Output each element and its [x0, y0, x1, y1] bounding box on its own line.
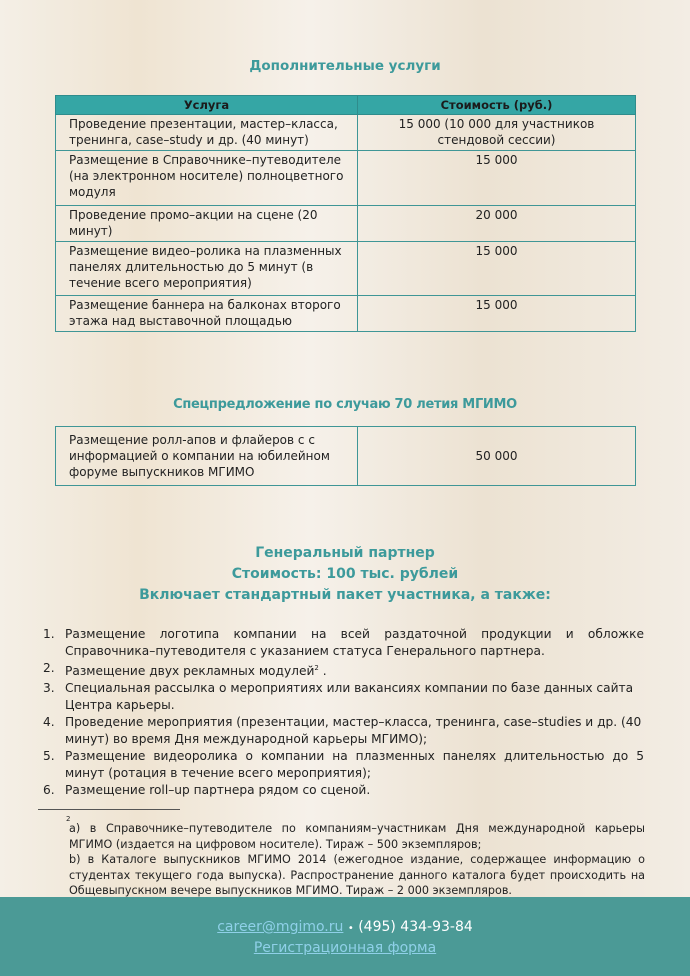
list-item: [38, 714, 644, 748]
extra-services-table: [55, 95, 636, 332]
general-partner-title: Генеральный партнер: [255, 545, 435, 561]
table-header-row: [56, 96, 636, 115]
service-cell: Проведение презентации, мастер–класса, тренинга, case–study и др. (40 минут): [56, 115, 358, 151]
list-item-text: Размещение логотипа компании на всей раздаточной продукции и обложке Справочника–путеводителя с указанием статуса Генерального партнера.: [65, 627, 644, 658]
general-partner-includes: Включает стандартный пакет участника, а также:: [139, 587, 551, 603]
service-cell: Размещение в Справочнике–путеводителе (на электронном носителе) полноцветного модуля: [56, 151, 358, 206]
service-cell: Размещение баннера на балконах второго этажа над выставочной площадью: [56, 296, 358, 332]
price-cell: 15 000 (10 000 для участников стендовой сессии): [358, 115, 636, 151]
email-link[interactable]: career@mgimo.ru: [217, 919, 344, 935]
special-offer-table: [55, 426, 636, 486]
table-row: [56, 206, 636, 242]
list-item-text: Размещение roll–up партнера рядом со сценой.: [65, 783, 371, 798]
list-item-tail: .: [318, 664, 327, 679]
service-cell: Проведение промо–акции на сцене (20 минут): [56, 206, 358, 242]
list-item: [38, 660, 644, 680]
phone-number: (495) 434-93-84: [358, 919, 473, 935]
extra-services-title: Дополнительные услуги: [249, 58, 441, 74]
footnote: [69, 821, 645, 899]
price-cell: 15 000: [358, 296, 636, 332]
column-header-service: Услуга: [56, 96, 358, 115]
list-item: [38, 626, 644, 660]
service-cell: Размещение ролл-апов и флайеров с с информацией о компании на юбилейном форуме выпускников МГИМО: [56, 427, 358, 486]
list-item-text: Размещение видеоролика о компании на плазменных панелях длительностью до 5 минут (ротация в течение всего мероприятия);: [65, 749, 644, 781]
footer-contacts: [0, 919, 690, 935]
footer-form-line: [0, 940, 690, 956]
price-cell: 50 000: [358, 427, 636, 486]
table-row: [56, 115, 636, 151]
footnote-b: b) в Каталоге выпускников МГИМО 2014 (ежегодное издание, содержащее информацию о студентах текущего года выпуска). Распространение данного каталога будет происходить на Общевыпускном вечере выпускников МГИМО. Тираж – 2 000 экземпляров.: [69, 853, 645, 897]
footnote-divider: [38, 809, 180, 810]
list-item-text: Размещение двух рекламных модулей: [65, 664, 315, 679]
price-cell: 15 000: [358, 151, 636, 206]
price-cell: 15 000: [358, 242, 636, 296]
table-row: [56, 427, 636, 486]
table-row: [56, 296, 636, 332]
general-partner-list: [38, 626, 644, 799]
list-number: 2.: [43, 661, 55, 675]
list-number: 1.: [43, 627, 55, 641]
footnote-a: а) в Справочнике–путеводителе по компаниям–участникам Дня международной карьеры МГИМО (издается на цифровом носителе). Тираж – 500 экземпляров;: [69, 822, 645, 851]
list-item: [38, 680, 644, 714]
footnote-mark: 2: [66, 815, 71, 823]
price-cell: 20 000: [358, 206, 636, 242]
list-number: 4.: [43, 715, 55, 730]
list-number: 5.: [43, 749, 55, 764]
list-item: [38, 782, 644, 799]
column-header-price: Стоимость (руб.): [358, 96, 636, 115]
list-item: [38, 748, 644, 782]
footer: [0, 897, 690, 976]
general-partner-cost: Стоимость: 100 тыс. рублей: [231, 566, 459, 582]
special-offer-title: Спецпредложение по случаю 70 летия МГИМО: [173, 397, 517, 412]
registration-form-link[interactable]: Регистрационная форма: [253, 940, 437, 956]
list-number: 6.: [43, 783, 55, 798]
footnote-reference[interactable]: 2: [314, 664, 319, 672]
service-cell: Размещение видео–ролика на плазменных панелях длительностью до 5 минут (в течение всего мероприятия): [56, 242, 358, 296]
list-number: 3.: [43, 681, 55, 696]
list-item-text: Специальная рассылка о мероприятиях или вакансиях компании по базе данных сайта Центра карьеры.: [65, 681, 634, 713]
table-row: [56, 151, 636, 206]
separator-dot: •: [347, 923, 354, 934]
list-item-text: Проведение мероприятия (презентации, мастер–класса, тренинга, case–studies и др. (40 минут) во время Дня международной карьеры МГИМО);: [65, 715, 642, 747]
table-row: [56, 242, 636, 296]
